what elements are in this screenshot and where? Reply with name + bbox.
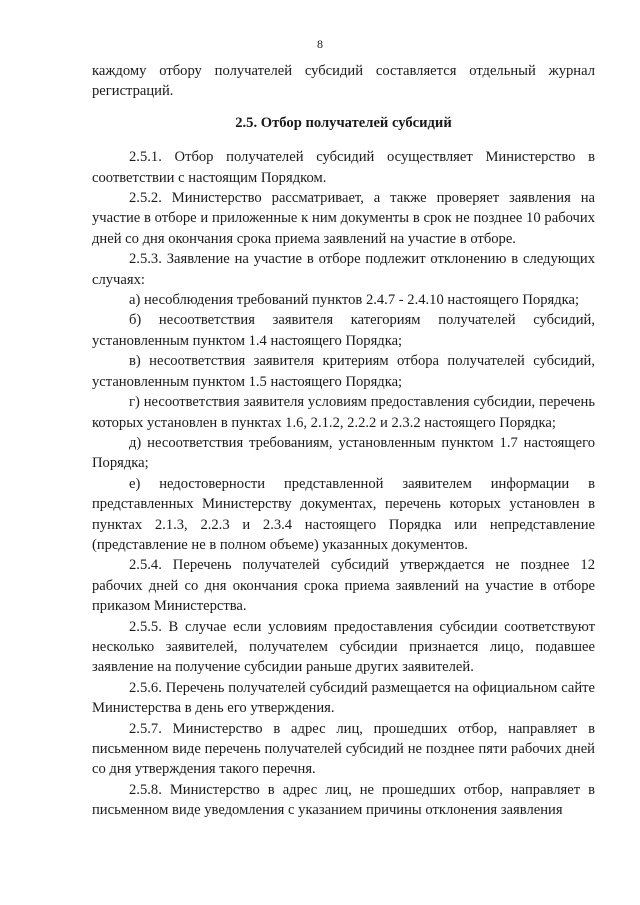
- section-heading: 2.5. Отбор получателей субсидий: [235, 114, 452, 131]
- paragraph-2-5-2: 2.5.2. Министерство рассматривает, а также проверяет заявления на участие в отборе и приложенные к ним документы в срок не позднее 10 рабочих дней со дня окончания срока приема заявлений на участие в отборе.: [92, 190, 595, 247]
- page-number: 8: [317, 37, 323, 51]
- paragraph-2-5-8: 2.5.8. Министерство в адрес лиц, не прошедших отбор, направляет в письменном виде уведомления с указанием причины отклонения заявления: [92, 781, 595, 819]
- intro-paragraph: каждому отбору получателей субсидий составляется отдельный журнал регистраций.: [92, 63, 595, 100]
- document-body: [92, 61, 595, 821]
- list-item-b: б) несоответствия заявителя категориям получателей субсидий, установленным пунктом 1.4 настоящего Порядка;: [92, 312, 595, 349]
- list-item-d: д) несоответствия требованиям, установленным пунктом 1.7 настоящего Порядка;: [92, 434, 595, 472]
- paragraph-2-5-1: 2.5.1. Отбор получателей субсидий осуществляет Министерство в соответствии с настоящим Порядком.: [92, 149, 595, 186]
- list-item-a: а) несоблюдения требований пунктов 2.4.7 - 2.4.10 настоящего Порядка;: [129, 292, 580, 309]
- paragraph-2-5-4: 2.5.4. Перечень получателей субсидий утверждается не позднее 12 рабочих дней со дня окончания срока приема заявлений на участие в отборе приказом Министерства.: [92, 557, 595, 615]
- list-item-g: г) несоответствия заявителя условиям предоставления субсидии, перечень которых установлен в пунктах 1.6, 2.1.2, 2.2.2 и 2.3.2 настоящего Порядка;: [92, 394, 595, 431]
- paragraph-2-5-3: 2.5.3. Заявление на участие в отборе подлежит отклонению в следующих случаях:: [92, 251, 595, 288]
- paragraph-2-5-7: 2.5.7. Министерство в адрес лиц, прошедших отбор, направляет в письменном виде перечень получателей субсидий не позднее пяти рабочих дней со дня утверждения такого перечня.: [92, 720, 595, 778]
- paragraph-2-5-5: 2.5.5. В случае если условиям предоставления субсидии соответствуют несколько заявителей, получателем субсидии признается лицо, подавшее заявление на получение субсидии раньше других заявителей.: [92, 618, 595, 676]
- list-item-v: в) несоответствия заявителя критериям отбора получателей субсидий, установленным пунктом 1.5 настоящего Порядка;: [92, 353, 595, 390]
- list-item-e: е) недостоверности представленной заявителем информации в представленных Министерству документах, перечень которых установлен в пунктах 2.1.3, 2.2.3 и 2.3.4 настоящего Порядка или непредставление (представление не в полном объеме) указанных документов.: [92, 475, 595, 553]
- paragraph-2-5-6: 2.5.6. Перечень получателей субсидий размещается на официальном сайте Министерства в день его утверждения.: [92, 679, 595, 717]
